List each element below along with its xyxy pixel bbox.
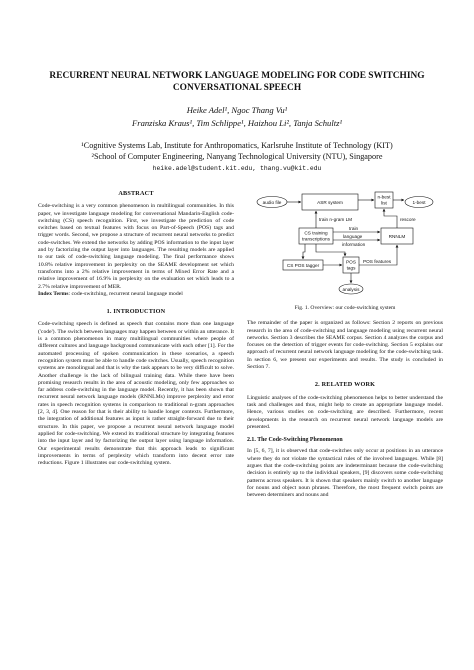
index-terms-label: Index Terms (38, 290, 69, 297)
train-ngram-label: train n-gram LM (319, 217, 353, 222)
affiliations (30, 140, 444, 162)
pos-tags-label-1: POS (346, 259, 356, 265)
figure-caption: Fig. 1. Overview: our code-switching system (294, 305, 396, 311)
one-best-label: 1-best (412, 199, 426, 205)
cs-pos-tagger-label: CS POS tagger (286, 262, 320, 268)
subsection-text: In [5, 6, 7], it is observed that code-switches only occur at positions in an utterance where they do not violate the syntactical rules of the involved languages. While [8] argues that the code-switching points are indeterminant because the code-switching decision is entirely up to the individual speakers, [9] discovers some code-switching patterns across speakers. It is shown that speakers mainly switch to another language for nouns and object noun phrases. Therefore, the most frequent switch points are between determiners and nouns and (247, 448, 443, 499)
edge-rescore (384, 209, 397, 228)
paper-title (40, 70, 434, 94)
pos-features-label: POS features (363, 259, 392, 264)
cs-training-label-1: CS training (304, 230, 328, 236)
affiliation-ntu: ²School of Computer Engineering, Nanyang Technological University (NTU), Singapore (91, 152, 383, 161)
rnnlm-label: RNNLM (388, 233, 406, 239)
cs-training-label-2: transcriptions (302, 236, 330, 242)
audio-file-label: audio file (262, 199, 282, 205)
edge-cs-to-tagger (303, 244, 305, 259)
nbest-label-2: list (381, 200, 387, 206)
index-terms: : code-switching, recurrent neural language model (68, 290, 183, 297)
asr-system-label: ASR system (317, 199, 343, 205)
title-line-2: CONVERSATIONAL SPEECH (172, 83, 302, 93)
left-column (38, 190, 234, 473)
affiliation-kit: ¹Cognitive Systems Lab, Institute for Anthropomatics, Karlsruhe Institute of Technology (KIT) (81, 141, 393, 150)
author-list (40, 104, 434, 130)
email-addresses: heike.adel@student.kit.edu, thang.vu@kit.edu (152, 165, 322, 172)
analysis-label: analysis (342, 286, 360, 292)
pos-tags-label-2: tags (346, 265, 356, 271)
abstract-heading: ABSTRACT (118, 190, 154, 197)
title-line-1: RECURRENT NEURAL NETWORK LANGUAGE MODELING FOR CODE SWITCHING (49, 71, 425, 81)
language-info-label-1: language (343, 234, 363, 239)
related-work-heading: 2. RELATED WORK (314, 381, 376, 389)
right-column (247, 190, 443, 506)
system-diagram (247, 190, 443, 302)
related-work-text: Linguistic analyses of the code-switching phenomenon helps to better understand the task and challenges and thus, might help to create an appropriate language model. Hence, various studies on code-switching are described. Furthermore, recent developments in the research on recurrent neural network language models are presented. (247, 394, 443, 430)
figure-1 (247, 190, 443, 302)
subsection-heading: 2.1. The Code-Switching Phenomenon (247, 437, 343, 444)
train-label: train (349, 226, 359, 231)
authors-line-2: Franziska Kraus¹, Tim Schlippe¹, Haizhou Li², Tanja Schultz¹ (131, 118, 343, 128)
authors-line-1: Heike Adel¹, Ngoc Thang Vu¹ (186, 105, 288, 115)
rescore-label: rescore (400, 217, 416, 222)
organization-text: The remainder of the paper is organized as follows: Section 2 reports on previous research in the area of code-switching and language modeling using recurrent neural networks. Section 3 describes the SEAME corpus. Section 4 analyzes the corpus and focuses on the detection of trigger events for code-switching. Section 5 explains our approach of recurrent neural network language modeling for the code-switching task. In section 6, we present our experiments and results. The study is concluded in Section 7. (247, 320, 443, 371)
language-info-label-2: information (342, 242, 366, 247)
nbest-label-1: n-best (377, 194, 391, 200)
edge-cs-to-postags (316, 244, 345, 256)
introduction-heading: 1. INTRODUCTION (106, 308, 166, 316)
abstract-text (38, 203, 234, 298)
introduction-text: Code-switching speech is defined as speech that contains more than one language ('code'). The switch between languages may happen between or within an utterance. It is a common phenomenon in many multilingual communities where people of different cultures and language background communicate with each other [1]. For the automated processing of spoken communication in these scenarios, a speech recognition system must be able to handle code switches. Usually, speech recognition systems are monolingual and that is why the task appears to be very difficult to solve. Another challenge is the lack of bilingual training data. While there have been promising research results in the area of acoustic modeling, only few approaches so far address code-switching in the language model. Recently, it has been shown that recurrent neural network language models (RNNLMs) improve perplexity and error rates in speech recognition systems in comparison to traditional n-gram approaches [2, 3, 4]. One reason for that is their ability to handle longer contexts. Furthermore, the integration of additional features as input is rather straight-forward due to their structure. In this paper, we propose a recurrent neural network language model applied for code-switching. We extend its traditional structure by integrating features into the input layer and by factorizing the output layer using language information. Our experimental results demonstrate that this approach leads to significant improvements in terms of perplexity which transform into decent error rate reductions. Figure 1 illustrates our code-switching system. (38, 321, 234, 467)
abstract-body: Code-switching is a very common phenomenon in multilingual communities. In this paper, we investigate language modeling for conversational Mandarin-English code-switching (CS) speech recognition. First, we investigate the prediction of code switches based on textual features with focus on Part-of-Speech (POS) tags and trigger words. Second, we propose a structure of recurrent neural networks to predict code-switches. We extend the networks by adding POS information to the input layer and by factorizing the output layer into languages. The resulting models are applied to our task of code-switching language modeling. The final performance shows 10.8% relative improvement in perplexity on the SEAME development set which transforms into a 2% relative improvement in terms of Mixed Error Rate and a relative improvement of 16.9% in perplexity on the evaluation set which leads to a 2.7% relative improvement of MER. (38, 203, 234, 290)
